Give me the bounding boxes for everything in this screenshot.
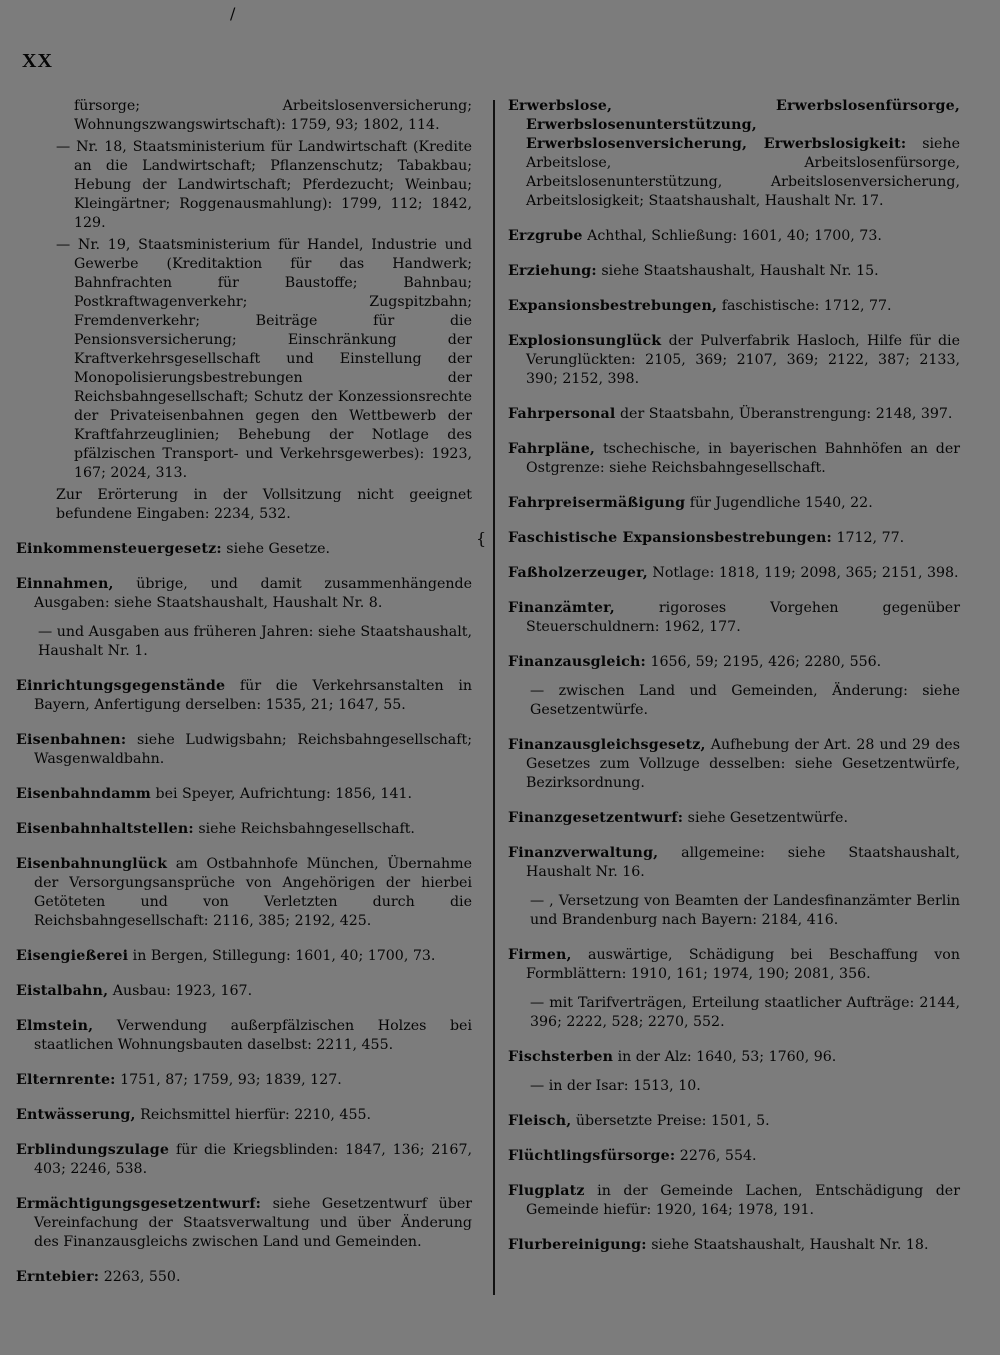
entry-text: Ausbau: 1923, 167.: [108, 983, 253, 999]
entry-text: — , Versetzung von Beamten der Landesfinanzämter Berlin und Brandenburg nach Bayern: 2184, 416.: [530, 893, 960, 928]
entry-headword: Einnahmen,: [16, 576, 114, 592]
entry-text: Notlage: 1818, 119; 2098, 365; 2151, 398.: [647, 565, 959, 581]
index-entry: [16, 486, 472, 524]
entry-text: in der Gemeinde Lachen, Entschädigung der Gemeinde hiefür: 1920, 164; 1978, 191.: [526, 1183, 960, 1218]
entry-text: siehe Gesetze.: [221, 541, 331, 557]
entry-headword: Elmstein,: [16, 1018, 94, 1034]
entry-text: 2276, 554.: [675, 1148, 757, 1164]
entry-text: siehe Gesetzentwurf über Vereinfachung der Staatsverwaltung und über Änderung des Finanzausgleichs zwischen Land und Gemeinden.: [34, 1196, 472, 1250]
entry-text: siehe Arbeitslose, Arbeitslosenfürsorge, Arbeitslosenunterstützung, Arbeitslosenversicherung, Arbeitslosigkeit; Staatshaushalt, Haushalt Nr. 17.: [526, 136, 960, 209]
entry-headword: Fischsterben: [508, 1049, 614, 1065]
entry-headword: Flugplatz: [508, 1183, 585, 1199]
index-entry: [508, 809, 960, 828]
entry-text: — in der Isar: 1513, 10.: [530, 1078, 701, 1094]
index-entry: [508, 227, 960, 246]
entry-text: Reichsmittel hierfür: 2210, 455.: [135, 1107, 372, 1123]
entry-headword: Entwässerung,: [16, 1107, 136, 1123]
entry-headword: Erziehung:: [508, 263, 597, 279]
index-entry: [508, 653, 960, 672]
entry-headword: Firmen,: [508, 947, 572, 963]
entry-text: auswärtige, Schädigung bei Beschaffung von Formblättern: 1910, 161; 1974, 190; 2081, 356.: [526, 947, 960, 982]
index-entry: [16, 1195, 472, 1252]
entry-text: 2263, 550.: [99, 1269, 181, 1285]
entry-headword: Flüchtlingsfürsorge:: [508, 1148, 676, 1164]
index-entry: [16, 677, 472, 715]
entry-headword: Eisenbahnen:: [16, 732, 127, 748]
entry-headword: Einrichtungsgegenstände: [16, 678, 226, 694]
entry-headword: Elternrente:: [16, 1072, 116, 1088]
entry-headword: Finanzausgleich:: [508, 654, 646, 670]
entry-text: faschistische: 1712, 77.: [717, 298, 892, 314]
entry-headword: Explosionsunglück: [508, 333, 662, 349]
entry-headword: Eistalbahn,: [16, 983, 109, 999]
index-entry: [508, 599, 960, 637]
entry-headword: Finanzgesetzentwurf:: [508, 810, 684, 826]
entry-headword: Eisengießerei: [16, 948, 129, 964]
index-entry: [508, 1048, 960, 1067]
index-entry: [16, 575, 472, 613]
entry-text: — zwischen Land und Gemeinden, Änderung: siehe Gesetzentwürfe.: [530, 683, 960, 718]
index-entry: [16, 97, 472, 135]
index-entry: [508, 682, 960, 720]
index-entry: [508, 297, 960, 316]
index-entry: [16, 236, 472, 483]
entry-headword: Ermächtigungsgesetzentwurf:: [16, 1196, 262, 1212]
entry-text: siehe Gesetzentwürfe.: [683, 810, 848, 826]
index-entry: [508, 97, 960, 211]
entry-text: fürsorge; Arbeitslosenversicherung; Wohnungszwangswirtschaft): 1759, 93; 1802, 114.: [74, 98, 472, 133]
index-entry: [16, 1141, 472, 1179]
entry-text: — Nr. 18, Staatsministerium für Landwirtschaft (Kredite an die Landwirtschaft; Pflanzenschutz; Tabakbau; Hebung der Landwirtschaft; Pferdezucht; Weinbau; Kleingärtner; Roggenausmahlung): 1799, 112; 1842, 129.: [56, 139, 472, 231]
entry-text: für die Verkehrsanstalten in Bayern, Anfertigung derselben: 1535, 21; 1647, 55.: [34, 678, 472, 713]
index-entry: [16, 855, 472, 931]
entry-text: — Nr. 19, Staatsministerium für Handel, Industrie und Gewerbe (Kreditaktion für das Handwerk; Bahnfrachten für Baustoffe; Bahnbau; Postkraftwagenverkehr; Zugspitzbahn; Fremdenverkehr; Beiträge für die Pensionsversicherung; Einschränkung der Kraftverkehrsgesellschaft und Einstellung der Monopolisierungsbestrebungen der Reichsbahngesellschaft; Schutz der Konzessionsrechte der Privateisenbahnen gegen den Wettbewerb der Kraftfahrzeuglinien; Behebung der Notlage des pfälzischen Transport- und Verkehrsgewerbes): 1923, 167; 2024, 313.: [56, 237, 472, 481]
index-entry: [508, 1147, 960, 1166]
entry-text: am Ostbahnhofe München, Übernahme der Versorgungsansprüche von Angehörigen der hierbei Getöteten und von Verletzten durch die Reichsbahngesellschaft: 2116, 385; 2192, 425.: [34, 856, 472, 929]
entry-text: der Pulverfabrik Hasloch, Hilfe für die Verunglückten: 2105, 369; 2107, 369; 2122, 387; 2133, 390; 2152, 398.: [526, 333, 960, 387]
index-entry: [16, 138, 472, 233]
index-entry: [508, 1236, 960, 1255]
index-entry: [16, 820, 472, 839]
entry-text: übersetzte Preise: 1501, 5.: [571, 1113, 770, 1129]
pencil-mark: /: [230, 4, 236, 23]
index-entry: [16, 982, 472, 1001]
entry-headword: Einkommensteuergesetz:: [16, 541, 222, 557]
entry-headword: Eisenbahnhaltstellen:: [16, 821, 194, 837]
index-entry: [508, 994, 960, 1032]
entry-headword: Eisenbahnunglück: [16, 856, 168, 872]
index-entry: [16, 947, 472, 966]
index-entry: [16, 731, 472, 769]
index-entry: [508, 494, 960, 513]
entry-text: tschechische, in bayerischen Bahnhöfen an der Ostgrenze: siehe Reichsbahngesellschaft.: [526, 441, 960, 476]
index-entry: [508, 736, 960, 793]
entry-headword: Fahrpläne,: [508, 441, 596, 457]
entry-text: Verwendung außerpfälzischen Holzes bei staatlichen Wohnungsbauten daselbst: 2211, 455.: [34, 1018, 472, 1053]
entry-text: der Staatsbahn, Überanstrengung: 2148, 397.: [615, 406, 953, 422]
entry-text: Zur Erörterung in der Vollsitzung nicht geeignet befundene Eingaben: 2234, 532.: [56, 487, 472, 522]
index-entry: [508, 405, 960, 424]
index-entry: [508, 892, 960, 930]
entry-text: 1712, 77.: [831, 530, 905, 546]
page-number: XX: [22, 50, 53, 72]
entry-text: rigoroses Vorgehen gegenüber Steuerschuldnern: 1962, 177.: [526, 600, 960, 635]
index-entry: [508, 564, 960, 583]
entry-text: für Jugendliche 1540, 22.: [685, 495, 873, 511]
entry-headword: Erntebier:: [16, 1269, 100, 1285]
index-entry: [508, 1182, 960, 1220]
entry-text: — und Ausgaben aus früheren Jahren: siehe Staatshaushalt, Haushalt Nr. 1.: [38, 624, 472, 659]
entry-text: siehe Reichsbahngesellschaft.: [193, 821, 415, 837]
entry-text: siehe Ludwigsbahn; Reichsbahngesellschaft; Wasgenwaldbahn.: [34, 732, 472, 767]
entry-headword: Erwerbslose, Erwerbslosenfürsorge, Erwerbslosenunterstützung, Erwerbslosenversicherung, Erwerbslosigkeit:: [508, 98, 960, 152]
entry-headword: Finanzämter,: [508, 600, 615, 616]
index-entry: [508, 1077, 960, 1096]
index-entry: [16, 785, 472, 804]
index-entry: [508, 844, 960, 882]
entry-headword: Fahrpreisermäßigung: [508, 495, 686, 511]
entry-headword: Flurbereinigung:: [508, 1237, 647, 1253]
index-entry: [16, 1268, 472, 1287]
entry-text: 1751, 87; 1759, 93; 1839, 127.: [115, 1072, 342, 1088]
entry-text: — mit Tarifverträgen, Erteilung staatlicher Aufträge: 2144, 396; 2222, 528; 2270, 552.: [530, 995, 960, 1030]
index-entry: [16, 1071, 472, 1090]
entry-headword: Faßholzerzeuger,: [508, 565, 648, 581]
index-entry: [16, 540, 472, 559]
entry-text: siehe Staatshaushalt, Haushalt Nr. 15.: [596, 263, 879, 279]
entry-text: übrige, und damit zusammenhängende Ausgaben: siehe Staatshaushalt, Haushalt Nr. 8.: [34, 576, 472, 611]
entry-headword: Fleisch,: [508, 1113, 572, 1129]
entry-headword: Eisenbahndamm: [16, 786, 152, 802]
entry-text: für die Kriegsblinden: 1847, 136; 2167, 403; 2246, 538.: [34, 1142, 472, 1177]
right-column: [476, 97, 960, 1271]
entry-headword: Finanzverwaltung,: [508, 845, 659, 861]
index-entry: [508, 946, 960, 984]
index-entry: [16, 623, 472, 661]
index-entry: [16, 1017, 472, 1055]
entry-text: allgemeine: siehe Staatshaushalt, Haushalt Nr. 16.: [526, 845, 960, 880]
index-entry: [508, 262, 960, 281]
entry-text: 1656, 59; 2195, 426; 2280, 556.: [645, 654, 882, 670]
column-divider: [493, 100, 495, 1295]
entry-text: Aufhebung der Art. 28 und 29 des Gesetzes zum Vollzuge desselben: siehe Gesetzentwürfe, Bezirksordnung.: [526, 737, 960, 791]
index-entry: [16, 1106, 472, 1125]
entry-headword: Faschistische Expansionsbestrebungen:: [508, 530, 832, 546]
index-entry: { Faschistische Expansionsbestrebungen: 1712, 77.: [476, 529, 905, 548]
entry-headword: Erzgrube: [508, 228, 583, 244]
index-entry: [508, 440, 960, 478]
entry-text: Achthal, Schließung: 1601, 40; 1700, 73.: [582, 228, 882, 244]
entry-headword: Erblindungszulage: [16, 1142, 170, 1158]
index-entry: [508, 1112, 960, 1131]
entry-text: in Bergen, Stillegung: 1601, 40; 1700, 73.: [128, 948, 436, 964]
entry-text: in der Alz: 1640, 53; 1760, 96.: [613, 1049, 837, 1065]
entry-text: bei Speyer, Aufrichtung: 1856, 141.: [151, 786, 413, 802]
entry-headword: Fahrpersonal: [508, 406, 616, 422]
entry-text: siehe Staatshaushalt, Haushalt Nr. 18.: [646, 1237, 929, 1253]
entry-headword: Finanzausgleichsgesetz,: [508, 737, 706, 753]
index-entry: [508, 332, 960, 389]
entry-headword: Expansionsbestrebungen,: [508, 298, 718, 314]
left-column: [16, 97, 472, 1303]
